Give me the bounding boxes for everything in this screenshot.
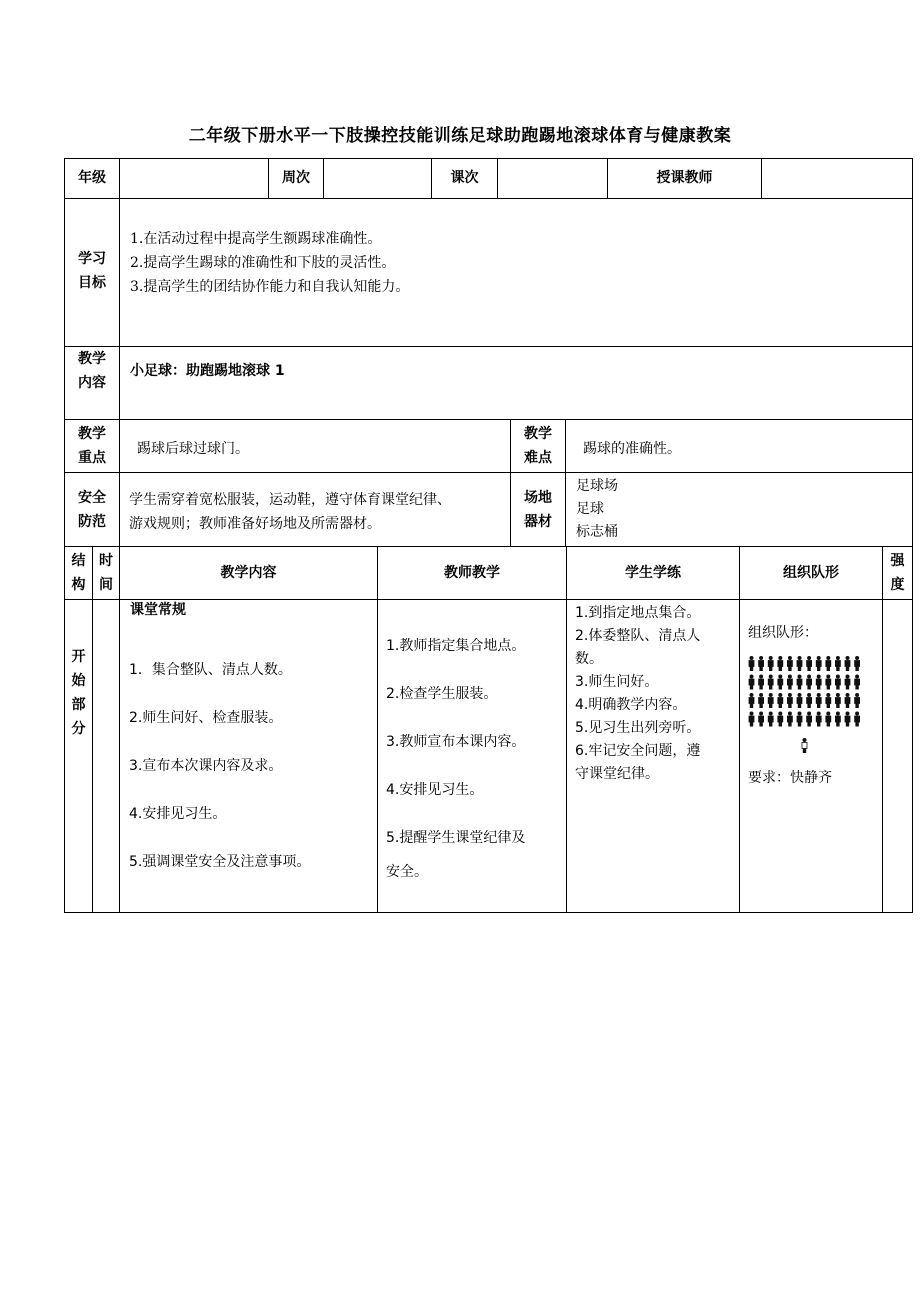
student-person-icon <box>845 675 850 690</box>
student-item: 2.体委整队、清点人 <box>575 628 701 644</box>
student-item: 1.到指定地点集合。 <box>575 605 701 621</box>
student-person-icon <box>759 693 764 708</box>
col-structure-2: 构 <box>71 577 86 593</box>
student-person-icon <box>845 656 850 671</box>
teacher-item: 安全。 <box>386 864 428 880</box>
formation-label: 组织队形： <box>748 625 818 641</box>
teacher-item: 1.教师指定集合地点。 <box>386 638 526 654</box>
student-item: 守课堂纪律。 <box>575 766 659 782</box>
teacher-item: 3.教师宣布本课内容。 <box>386 734 526 750</box>
week-value-cell[interactable] <box>324 159 431 198</box>
objective-item: 2.提高学生踢球的准确性和下肢的灵活性。 <box>130 255 396 271</box>
content-label-1: 教学 <box>78 351 106 367</box>
objective-item: 1.在活动过程中提高学生额踢球准确性。 <box>130 231 382 247</box>
student-person-icon <box>835 656 840 671</box>
start-label-char: 分 <box>71 721 86 737</box>
student-person-icon <box>749 693 754 708</box>
student-person-icon <box>855 712 860 727</box>
safety-label-1: 安全 <box>78 490 106 506</box>
student-person-icon <box>787 693 792 708</box>
student-person-icon <box>759 656 764 671</box>
student-item: 3.师生问好。 <box>575 674 659 690</box>
content-item: 2.师生问好、检查服装。 <box>129 710 283 726</box>
student-person-icon <box>749 675 754 690</box>
student-person-icon <box>778 656 783 671</box>
teacher-item: 5.提醒学生课堂纪律及 <box>386 830 526 846</box>
col-student: 学生学练 <box>625 565 681 581</box>
objectives-label-2: 目标 <box>78 275 106 291</box>
difficulty-value: 踢球的准确性。 <box>583 441 681 457</box>
student-person-icon <box>807 712 812 727</box>
student-person-icon <box>768 656 773 671</box>
student-person-icon <box>816 712 821 727</box>
col-intensity-2: 度 <box>890 577 905 593</box>
student-person-icon <box>787 712 792 727</box>
student-person-icon <box>835 693 840 708</box>
student-person-icon <box>768 712 773 727</box>
formation-requirement: 要求：快静齐 <box>748 770 832 786</box>
student-person-icon <box>855 675 860 690</box>
col-teacher: 教师教学 <box>444 565 500 581</box>
safety-text-line: 学生需穿着宽松服装，运动鞋，遵守体育课堂纪律、 <box>129 492 451 508</box>
student-person-icon <box>826 675 831 690</box>
student-person-icon <box>797 712 802 727</box>
equipment-item: 足球 <box>576 501 604 517</box>
key-points-label-1: 教学 <box>78 426 106 442</box>
student-person-icon <box>845 693 850 708</box>
week-label: 周次 <box>282 170 310 186</box>
col-content: 教学内容 <box>220 565 277 581</box>
student-person-icon <box>759 675 764 690</box>
student-person-icon <box>807 693 812 708</box>
student-person-icon <box>797 675 802 690</box>
student-person-icon <box>749 712 754 727</box>
teacher-value-cell[interactable] <box>762 159 912 198</box>
start-label-char: 开 <box>71 649 86 665</box>
teacher-item: 2.检查学生服装。 <box>386 686 498 702</box>
col-time-2: 间 <box>99 577 113 593</box>
content-section-title: 课堂常规 <box>130 602 186 618</box>
student-person-icon <box>778 693 783 708</box>
venue-label-1: 场地 <box>524 490 552 506</box>
equipment-item: 标志桶 <box>576 524 618 540</box>
objective-item: 3.提高学生的团结协作能力和自我认知能力。 <box>130 279 410 295</box>
content-item: 5.强调课堂安全及注意事项。 <box>129 854 311 870</box>
student-person-icon <box>835 675 840 690</box>
start-label-char: 始 <box>71 673 86 689</box>
student-person-icon <box>787 656 792 671</box>
lesson-label: 课次 <box>450 170 479 186</box>
student-person-icon <box>835 712 840 727</box>
student-person-icon <box>816 675 821 690</box>
content-item: 4.安排见习生。 <box>129 806 227 822</box>
objectives-label-1: 学习 <box>78 251 106 267</box>
teacher-label: 授课教师 <box>656 170 713 186</box>
col-formation: 组织队形 <box>783 565 839 581</box>
student-person-icon <box>768 693 773 708</box>
formation-diagram <box>748 656 864 760</box>
start-label-char: 部 <box>71 697 86 713</box>
student-person-icon <box>797 656 802 671</box>
content-item: 1．集合整队、清点人数。 <box>129 662 292 678</box>
grade-value-cell[interactable] <box>120 159 268 198</box>
student-person-icon <box>826 693 831 708</box>
student-item: 5.见习生出列旁听。 <box>575 720 701 736</box>
teacher-person-icon <box>802 738 807 753</box>
student-person-icon <box>778 712 783 727</box>
content-value: 小足球：助跑踢地滚球 1 <box>130 363 285 379</box>
content-label-2: 内容 <box>78 375 106 391</box>
col-structure-1: 结 <box>71 553 86 569</box>
student-person-icon <box>816 656 821 671</box>
safety-label-2: 防范 <box>78 514 106 530</box>
student-person-icon <box>759 712 764 727</box>
venue-label-2: 器材 <box>524 514 552 530</box>
grade-label: 年级 <box>78 170 106 186</box>
equipment-item: 足球场 <box>576 478 618 494</box>
student-item: 数。 <box>575 651 603 667</box>
student-person-icon <box>749 656 754 671</box>
student-person-icon <box>807 675 812 690</box>
col-intensity-1: 强 <box>890 553 905 569</box>
content-item: 3.宣布本次课内容及求。 <box>129 758 283 774</box>
student-person-icon <box>855 656 860 671</box>
student-item: 6.牢记安全问题，遵 <box>575 743 701 759</box>
student-person-icon <box>845 712 850 727</box>
student-person-icon <box>778 675 783 690</box>
lesson-value-cell[interactable] <box>498 159 607 198</box>
student-person-icon <box>807 656 812 671</box>
safety-text-line: 游戏规则；教师准备好场地及所需器材。 <box>129 516 381 532</box>
formation-people-icons <box>748 656 864 760</box>
key-points-label-2: 重点 <box>78 450 106 466</box>
page-title: 二年级下册水平一下肢操控技能训练足球助跑踢地滚球体育与健康教案 <box>188 126 732 146</box>
student-person-icon <box>797 693 802 708</box>
difficulty-label-1: 教学 <box>524 426 552 442</box>
student-person-icon <box>826 712 831 727</box>
difficulty-label-2: 难点 <box>524 450 552 466</box>
student-person-icon <box>787 675 792 690</box>
student-person-icon <box>826 656 831 671</box>
student-person-icon <box>768 675 773 690</box>
teacher-item: 4.安排见习生。 <box>386 782 484 798</box>
col-time-1: 时 <box>99 553 113 569</box>
student-person-icon <box>816 693 821 708</box>
student-item: 4.明确教学内容。 <box>575 697 687 713</box>
key-points-value: 踢球后球过球门。 <box>137 441 249 457</box>
student-person-icon <box>855 693 860 708</box>
